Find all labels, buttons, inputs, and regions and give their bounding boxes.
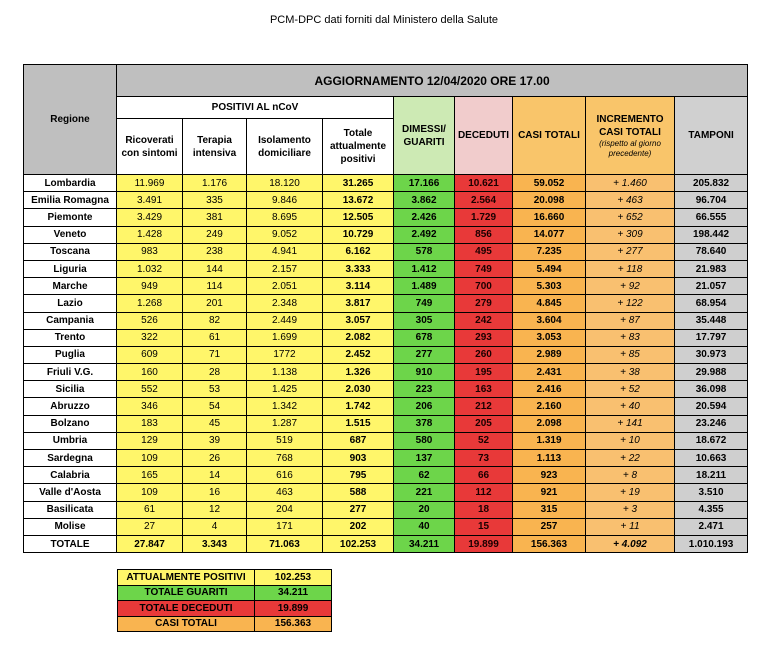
cell-dimessi: 62	[394, 467, 455, 484]
cell-tamponi: 10.663	[675, 450, 748, 467]
cell-ricoverati: 3.429	[117, 209, 183, 226]
cell-terapia: 4	[183, 518, 247, 535]
table-row	[24, 295, 748, 312]
cell-ricoverati: 983	[117, 243, 183, 260]
table-row	[24, 329, 748, 346]
cell-totale: 687	[323, 432, 394, 449]
cell-ricoverati: 1.268	[117, 295, 183, 312]
cell-totale: 903	[323, 450, 394, 467]
cell-deceduti: 66	[455, 467, 513, 484]
cell-incremento: + 3	[586, 501, 675, 518]
cell-isolamento: 1772	[247, 346, 323, 363]
cell-terapia: 249	[183, 226, 247, 243]
header-incremento-label: INCREMENTO CASI TOTALI	[596, 113, 664, 138]
cell-dimessi: 378	[394, 415, 455, 432]
cell-terapia: 114	[183, 278, 247, 295]
cell-casi: 3.604	[513, 312, 586, 329]
cell-tamponi: 20.594	[675, 398, 748, 415]
cell-ricoverati: 11.969	[117, 175, 183, 192]
cell-totale: 3.057	[323, 312, 394, 329]
cell-casi: 2.416	[513, 381, 586, 398]
cell-incremento: + 122	[586, 295, 675, 312]
cell-tamponi: 21.983	[675, 260, 748, 277]
cell-totale: 3.817	[323, 295, 394, 312]
cell-regione: Emilia Romagna	[24, 192, 117, 209]
cell-isolamento: 2.348	[247, 295, 323, 312]
cell-dimessi: 3.862	[394, 192, 455, 209]
cell-tamponi: 18.211	[675, 467, 748, 484]
cell-deceduti: 205	[455, 415, 513, 432]
cell-totale: 12.505	[323, 209, 394, 226]
cell-isolamento: 9.052	[247, 226, 323, 243]
covid-regional-table	[23, 64, 748, 553]
cell-regione: Molise	[24, 518, 117, 535]
table-row	[24, 278, 748, 295]
cell-dimessi: 1.489	[394, 278, 455, 295]
table-row	[24, 175, 748, 192]
cell-tamponi: 66.555	[675, 209, 748, 226]
cell-isolamento: 463	[247, 484, 323, 501]
cell-totale: 13.672	[323, 192, 394, 209]
cell-tamponi: 17.797	[675, 329, 748, 346]
cell-regione: Sardegna	[24, 450, 117, 467]
cell-casi: 20.098	[513, 192, 586, 209]
header-positivi: POSITIVI AL nCoV	[117, 97, 394, 119]
summary-label: CASI TOTALI	[118, 616, 255, 632]
cell-isolamento: 9.846	[247, 192, 323, 209]
cell-regione: Veneto	[24, 226, 117, 243]
cell-regione: Liguria	[24, 260, 117, 277]
cell-dimessi: 578	[394, 243, 455, 260]
cell-terapia: 201	[183, 295, 247, 312]
cell-tamponi: 30.973	[675, 346, 748, 363]
cell-incremento: + 52	[586, 381, 675, 398]
summary-label: TOTALE DECEDUTI	[118, 601, 255, 617]
cell-ricoverati: 609	[117, 346, 183, 363]
cell-terapia: 28	[183, 364, 247, 381]
cell-isolamento: 18.120	[247, 175, 323, 192]
cell-regione: Trento	[24, 329, 117, 346]
table-row	[24, 312, 748, 329]
total-cell-deceduti: 19.899	[455, 535, 513, 552]
table-row	[24, 226, 748, 243]
cell-totale: 1.515	[323, 415, 394, 432]
cell-dimessi: 749	[394, 295, 455, 312]
cell-incremento: + 87	[586, 312, 675, 329]
cell-incremento: + 463	[586, 192, 675, 209]
cell-terapia: 71	[183, 346, 247, 363]
table-row	[24, 450, 748, 467]
cell-incremento: + 38	[586, 364, 675, 381]
summary-value: 102.253	[255, 570, 332, 586]
total-cell-tamponi: 1.010.193	[675, 535, 748, 552]
cell-totale: 2.452	[323, 346, 394, 363]
table-row	[24, 398, 748, 415]
cell-casi: 923	[513, 467, 586, 484]
total-row	[24, 535, 748, 552]
cell-tamponi: 35.448	[675, 312, 748, 329]
cell-isolamento: 4.941	[247, 243, 323, 260]
cell-dimessi: 305	[394, 312, 455, 329]
cell-deceduti: 195	[455, 364, 513, 381]
cell-tamponi: 18.672	[675, 432, 748, 449]
cell-casi: 2.160	[513, 398, 586, 415]
cell-tamponi: 21.057	[675, 278, 748, 295]
total-cell-casi: 156.363	[513, 535, 586, 552]
cell-tamponi: 198.442	[675, 226, 748, 243]
cell-casi: 1.319	[513, 432, 586, 449]
cell-totale: 2.030	[323, 381, 394, 398]
cell-terapia: 14	[183, 467, 247, 484]
table-row	[24, 243, 748, 260]
cell-isolamento: 616	[247, 467, 323, 484]
cell-dimessi: 40	[394, 518, 455, 535]
header-deceduti: DECEDUTI	[455, 97, 513, 175]
cell-dimessi: 20	[394, 501, 455, 518]
table-row	[24, 501, 748, 518]
total-cell-incremento: + 4.092	[586, 535, 675, 552]
cell-terapia: 61	[183, 329, 247, 346]
cell-totale: 277	[323, 501, 394, 518]
cell-tamponi: 68.954	[675, 295, 748, 312]
cell-ricoverati: 552	[117, 381, 183, 398]
cell-casi: 59.052	[513, 175, 586, 192]
cell-dimessi: 678	[394, 329, 455, 346]
summary-body	[118, 570, 332, 632]
cell-totale: 3.333	[323, 260, 394, 277]
cell-ricoverati: 1.032	[117, 260, 183, 277]
cell-deceduti: 495	[455, 243, 513, 260]
summary-row	[118, 601, 332, 617]
total-cell-terapia: 3.343	[183, 535, 247, 552]
cell-casi: 4.845	[513, 295, 586, 312]
table-row	[24, 484, 748, 501]
cell-casi: 1.113	[513, 450, 586, 467]
cell-dimessi: 277	[394, 346, 455, 363]
cell-ricoverati: 183	[117, 415, 183, 432]
cell-isolamento: 1.699	[247, 329, 323, 346]
cell-ricoverati: 109	[117, 484, 183, 501]
cell-ricoverati: 346	[117, 398, 183, 415]
cell-regione: Basilicata	[24, 501, 117, 518]
cell-dimessi: 221	[394, 484, 455, 501]
cell-deceduti: 2.564	[455, 192, 513, 209]
cell-totale: 202	[323, 518, 394, 535]
cell-casi: 2.098	[513, 415, 586, 432]
table-row	[24, 381, 748, 398]
cell-dimessi: 223	[394, 381, 455, 398]
cell-regione: Campania	[24, 312, 117, 329]
table-row	[24, 260, 748, 277]
table-row	[24, 518, 748, 535]
cell-ricoverati: 3.491	[117, 192, 183, 209]
cell-deceduti: 856	[455, 226, 513, 243]
cell-deceduti: 260	[455, 346, 513, 363]
cell-deceduti: 163	[455, 381, 513, 398]
cell-regione: Umbria	[24, 432, 117, 449]
cell-dimessi: 2.426	[394, 209, 455, 226]
cell-casi: 14.077	[513, 226, 586, 243]
cell-tamponi: 36.098	[675, 381, 748, 398]
cell-terapia: 335	[183, 192, 247, 209]
cell-totale: 795	[323, 467, 394, 484]
cell-isolamento: 1.342	[247, 398, 323, 415]
cell-isolamento: 1.138	[247, 364, 323, 381]
cell-deceduti: 18	[455, 501, 513, 518]
cell-casi: 2.989	[513, 346, 586, 363]
total-cell-regione: TOTALE	[24, 535, 117, 552]
cell-incremento: + 141	[586, 415, 675, 432]
cell-isolamento: 204	[247, 501, 323, 518]
total-cell-totale: 102.253	[323, 535, 394, 552]
summary-label: ATTUALMENTE POSITIVI	[118, 570, 255, 586]
header-incremento-note: (rispetto al giorno precedente)	[599, 138, 661, 158]
cell-tamponi: 4.355	[675, 501, 748, 518]
cell-incremento: + 19	[586, 484, 675, 501]
cell-ricoverati: 322	[117, 329, 183, 346]
table-row	[24, 364, 748, 381]
cell-deceduti: 242	[455, 312, 513, 329]
total-cell-isolamento: 71.063	[247, 535, 323, 552]
cell-isolamento: 768	[247, 450, 323, 467]
cell-terapia: 26	[183, 450, 247, 467]
cell-regione: Lazio	[24, 295, 117, 312]
cell-terapia: 12	[183, 501, 247, 518]
cell-casi: 16.660	[513, 209, 586, 226]
cell-isolamento: 2.449	[247, 312, 323, 329]
cell-casi: 5.494	[513, 260, 586, 277]
cell-incremento: + 1.460	[586, 175, 675, 192]
cell-casi: 7.235	[513, 243, 586, 260]
header-totale-positivi: Totale attualmente positivi	[323, 119, 394, 175]
cell-casi: 921	[513, 484, 586, 501]
cell-incremento: + 652	[586, 209, 675, 226]
cell-isolamento: 2.157	[247, 260, 323, 277]
header-dimessi: DIMESSI/ GUARITI	[394, 97, 455, 175]
cell-terapia: 16	[183, 484, 247, 501]
table-row	[24, 467, 748, 484]
cell-deceduti: 15	[455, 518, 513, 535]
cell-totale: 2.082	[323, 329, 394, 346]
cell-casi: 5.303	[513, 278, 586, 295]
cell-tamponi: 23.246	[675, 415, 748, 432]
cell-tamponi: 78.640	[675, 243, 748, 260]
cell-totale: 31.265	[323, 175, 394, 192]
cell-ricoverati: 129	[117, 432, 183, 449]
cell-regione: Toscana	[24, 243, 117, 260]
cell-deceduti: 52	[455, 432, 513, 449]
header-ricoverati: Ricoverati con sintomi	[117, 119, 183, 175]
cell-deceduti: 73	[455, 450, 513, 467]
cell-casi: 257	[513, 518, 586, 535]
cell-isolamento: 2.051	[247, 278, 323, 295]
cell-casi: 2.431	[513, 364, 586, 381]
cell-dimessi: 2.492	[394, 226, 455, 243]
cell-dimessi: 1.412	[394, 260, 455, 277]
summary-value: 34.211	[255, 585, 332, 601]
cell-terapia: 144	[183, 260, 247, 277]
cell-isolamento: 1.287	[247, 415, 323, 432]
total-cell-ricoverati: 27.847	[117, 535, 183, 552]
summary-row	[118, 585, 332, 601]
cell-deceduti: 749	[455, 260, 513, 277]
cell-ricoverati: 109	[117, 450, 183, 467]
cell-deceduti: 700	[455, 278, 513, 295]
cell-regione: Calabria	[24, 467, 117, 484]
cell-incremento: + 92	[586, 278, 675, 295]
cell-incremento: + 11	[586, 518, 675, 535]
cell-regione: Puglia	[24, 346, 117, 363]
cell-dimessi: 17.166	[394, 175, 455, 192]
cell-deceduti: 10.621	[455, 175, 513, 192]
summary-value: 19.899	[255, 601, 332, 617]
cell-dimessi: 580	[394, 432, 455, 449]
cell-regione: Abruzzo	[24, 398, 117, 415]
cell-isolamento: 8.695	[247, 209, 323, 226]
summary-label: TOTALE GUARITI	[118, 585, 255, 601]
cell-regione: Bolzano	[24, 415, 117, 432]
cell-regione: Friuli V.G.	[24, 364, 117, 381]
table-row	[24, 209, 748, 226]
table-body	[24, 175, 748, 553]
total-cell-dimessi: 34.211	[394, 535, 455, 552]
header-incremento	[586, 97, 675, 175]
summary-row	[118, 570, 332, 586]
summary-value: 156.363	[255, 616, 332, 632]
table-row	[24, 346, 748, 363]
header-aggiornamento: AGGIORNAMENTO 12/04/2020 ORE 17.00	[117, 65, 748, 97]
cell-incremento: + 85	[586, 346, 675, 363]
cell-totale: 1.326	[323, 364, 394, 381]
cell-terapia: 54	[183, 398, 247, 415]
cell-casi: 315	[513, 501, 586, 518]
cell-regione: Piemonte	[24, 209, 117, 226]
cell-incremento: + 309	[586, 226, 675, 243]
cell-totale: 1.742	[323, 398, 394, 415]
cell-totale: 588	[323, 484, 394, 501]
cell-incremento: + 10	[586, 432, 675, 449]
header-casi-totali: CASI TOTALI	[513, 97, 586, 175]
cell-deceduti: 1.729	[455, 209, 513, 226]
cell-tamponi: 205.832	[675, 175, 748, 192]
cell-regione: Marche	[24, 278, 117, 295]
cell-casi: 3.053	[513, 329, 586, 346]
cell-tamponi: 3.510	[675, 484, 748, 501]
cell-incremento: + 83	[586, 329, 675, 346]
cell-regione: Sicilia	[24, 381, 117, 398]
cell-ricoverati: 165	[117, 467, 183, 484]
cell-terapia: 238	[183, 243, 247, 260]
cell-regione: Lombardia	[24, 175, 117, 192]
cell-dimessi: 137	[394, 450, 455, 467]
header-tamponi: TAMPONI	[675, 97, 748, 175]
cell-ricoverati: 949	[117, 278, 183, 295]
cell-deceduti: 212	[455, 398, 513, 415]
cell-ricoverati: 61	[117, 501, 183, 518]
cell-incremento: + 277	[586, 243, 675, 260]
table-row	[24, 432, 748, 449]
cell-isolamento: 1.425	[247, 381, 323, 398]
table-row	[24, 415, 748, 432]
summary-table	[117, 569, 332, 632]
cell-terapia: 381	[183, 209, 247, 226]
table-row	[24, 192, 748, 209]
cell-totale: 6.162	[323, 243, 394, 260]
cell-dimessi: 206	[394, 398, 455, 415]
cell-incremento: + 40	[586, 398, 675, 415]
cell-terapia: 53	[183, 381, 247, 398]
cell-isolamento: 519	[247, 432, 323, 449]
cell-ricoverati: 160	[117, 364, 183, 381]
cell-terapia: 39	[183, 432, 247, 449]
header-terapia: Terapia intensiva	[183, 119, 247, 175]
cell-incremento: + 118	[586, 260, 675, 277]
cell-ricoverati: 526	[117, 312, 183, 329]
cell-totale: 10.729	[323, 226, 394, 243]
header-isolamento: Isolamento domiciliare	[247, 119, 323, 175]
cell-tamponi: 2.471	[675, 518, 748, 535]
cell-ricoverati: 1.428	[117, 226, 183, 243]
header-regione: Regione	[24, 65, 117, 175]
cell-incremento: + 22	[586, 450, 675, 467]
cell-tamponi: 96.704	[675, 192, 748, 209]
cell-terapia: 45	[183, 415, 247, 432]
cell-incremento: + 8	[586, 467, 675, 484]
cell-terapia: 1.176	[183, 175, 247, 192]
cell-regione: Valle d'Aosta	[24, 484, 117, 501]
document-title: PCM-DPC dati forniti dal Ministero della Salute	[269, 14, 499, 26]
cell-deceduti: 293	[455, 329, 513, 346]
cell-ricoverati: 27	[117, 518, 183, 535]
summary-row	[118, 616, 332, 632]
cell-deceduti: 112	[455, 484, 513, 501]
cell-totale: 3.114	[323, 278, 394, 295]
cell-terapia: 82	[183, 312, 247, 329]
cell-deceduti: 279	[455, 295, 513, 312]
cell-isolamento: 171	[247, 518, 323, 535]
cell-tamponi: 29.988	[675, 364, 748, 381]
cell-dimessi: 910	[394, 364, 455, 381]
